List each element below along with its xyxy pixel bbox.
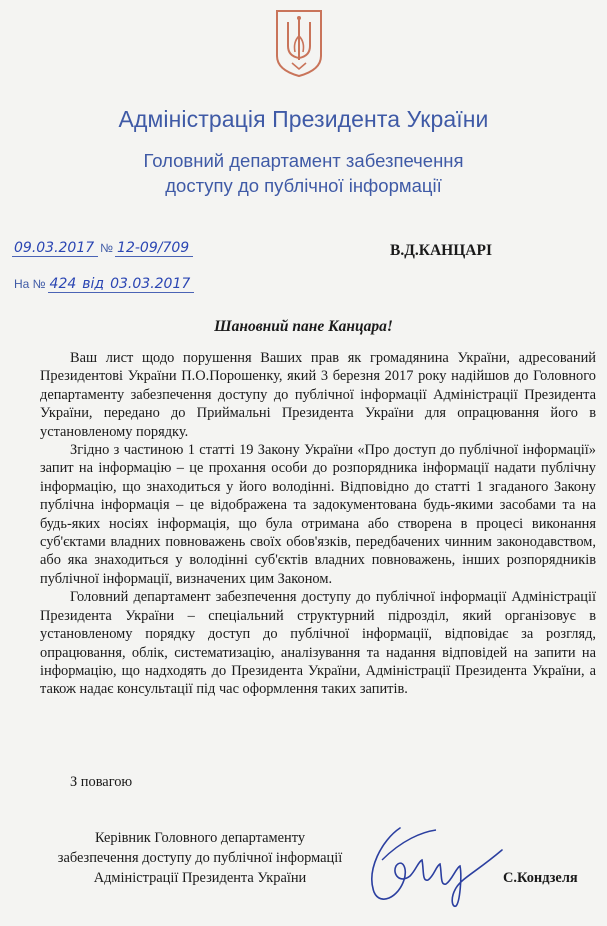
paragraph-2: Згідно з частиною 1 статті 19 Закону України «Про доступ до публічної інформації» запит на інформацію – це прохання особи до розпорядника інформації надати публічну інформацію, що знаходиться у його володінні. Відповідно до статті 1 згаданого Закону публічна інформація – це відображена та задокументована будь-якими засобами та на будь-яких носіях інформація, що була отримана або створена в процесі виконання суб'єктами владних повноважень своїх обов'язків, передбачених чинним законодавством, або яка знаходиться у володінні суб'єктів владних повноважень, інших розпорядників публічної інформації, визначених цим Законом. (40, 442, 596, 587)
org-subtitle-line2: доступу до публічної інформації (165, 175, 442, 196)
paragraph-1: Ваш лист щодо порушення Ваших прав як громадянина України, адресований Президентові України П.О.Порошенку, який 3 березня 2017 року надійшов до Головного департаменту забезпечення доступу до публічної інформації Адміністрації Президента України, передано до Приймальні Президента України для опрацювання його в установленому порядку. (40, 350, 596, 440)
outgoing-number: 12-09/709 (115, 240, 193, 257)
closing: З повагою (70, 774, 133, 790)
signatory-title (40, 828, 360, 888)
reply-label: На № (14, 277, 46, 291)
incoming-reference (12, 276, 194, 293)
outgoing-date: 09.03.2017 (12, 240, 98, 257)
paragraph-3: Головний департамент забезпечення доступу до публічної інформації Адміністрації Президента України – спеціальний структурний підрозділ, який організовує в установленому порядку доступ до публічної інформації, відповідає за розгляд, опрацювання, облік, систематизацію, аналізування та надання відповідей на запити на інформацію, що надходять до Президента України, Адміністрації Президента України, а також надає консультації під час оформлення таких запитів. (40, 589, 596, 698)
reply-date: 03.03.2017 (108, 276, 194, 293)
outgoing-reference (12, 240, 193, 257)
salutation: Шановний пане Канцара! (214, 318, 393, 335)
org-title: Адміністрація Президента України (118, 106, 489, 132)
addressee: В.Д.КАНЦАРІ (390, 242, 492, 259)
org-subtitle-line1: Головний департамент забезпечення (143, 150, 464, 171)
reply-number: 424 (48, 276, 81, 293)
letter-body (40, 349, 596, 699)
trident-coat-of-arms-icon (274, 8, 324, 78)
reply-date-label: від (80, 276, 108, 293)
signatory-title-line3: Адміністрації Президента України (93, 870, 307, 886)
handwritten-signature-icon (352, 810, 512, 910)
signatory-title-line1: Керівник Головного департаменту (94, 830, 306, 846)
signatory-title-line2: забезпечення доступу до публічної інформації (57, 850, 343, 866)
number-label: № (100, 241, 114, 255)
signer-name: С.Кондзеля (503, 870, 578, 886)
